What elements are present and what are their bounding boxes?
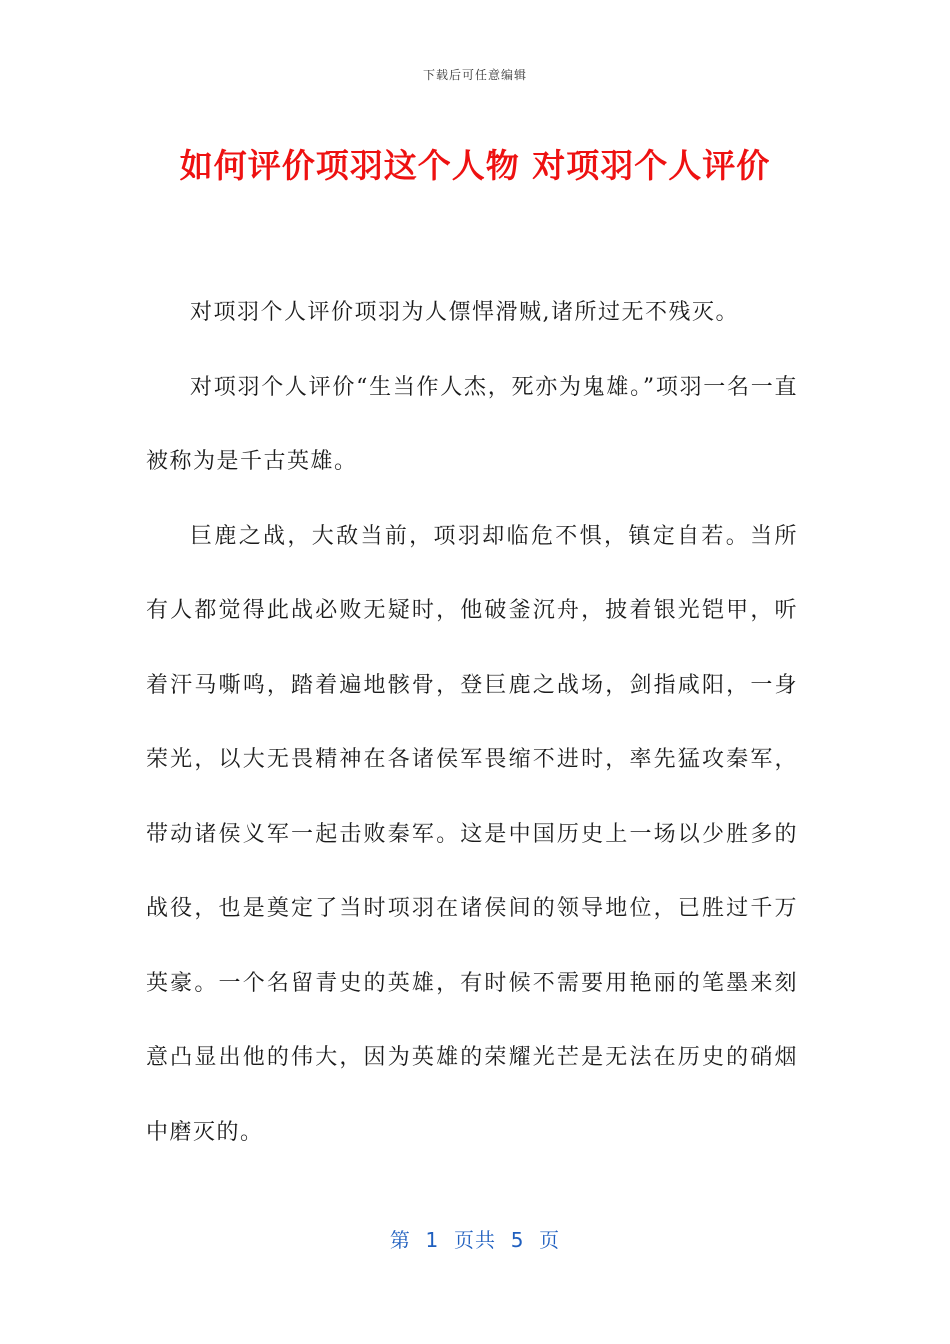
page-number-footer: 第 1 页共 5 页 bbox=[389, 1228, 561, 1252]
header-note: 下载后可任意编辑 bbox=[422, 68, 527, 82]
paragraph-2: 对项羽个人评价“生当作人杰，死亦为鬼雄。”项羽一名一直被称为是千古英雄。 bbox=[146, 374, 798, 474]
document-body bbox=[146, 276, 798, 1170]
document-title: 如何评价项羽这个人物 对项羽个人评价 bbox=[179, 146, 771, 185]
paragraph-3: 巨鹿之战，大敌当前，项羽却临危不惧，镇定自若。当所有人都觉得此战必败无疑时，他破釜沉舟，披着银光铠甲，听着汗马嘶鸣，踏着遍地骸骨，登巨鹿之战场，剑指咸阳，一身荣光，以大无畏精神在各诸侯军畏缩不进时，率先猛攻秦军，带动诸侯义军一起击败秦军。这是中国历史上一场以少胜多的战役，也是奠定了当时项羽在诸侯间的领导地位，已胜过千万英豪。一个名留青史的英雄，有时候不需要用艳丽的笔墨来刻意凸显出他的伟大，因为英雄的荣耀光芒是无法在历史的硝烟中磨灭的。 bbox=[146, 523, 798, 1145]
paragraph-1: 对项羽个人评价项羽为人僄悍滑贼,诸所过无不残灭。 bbox=[190, 300, 739, 325]
